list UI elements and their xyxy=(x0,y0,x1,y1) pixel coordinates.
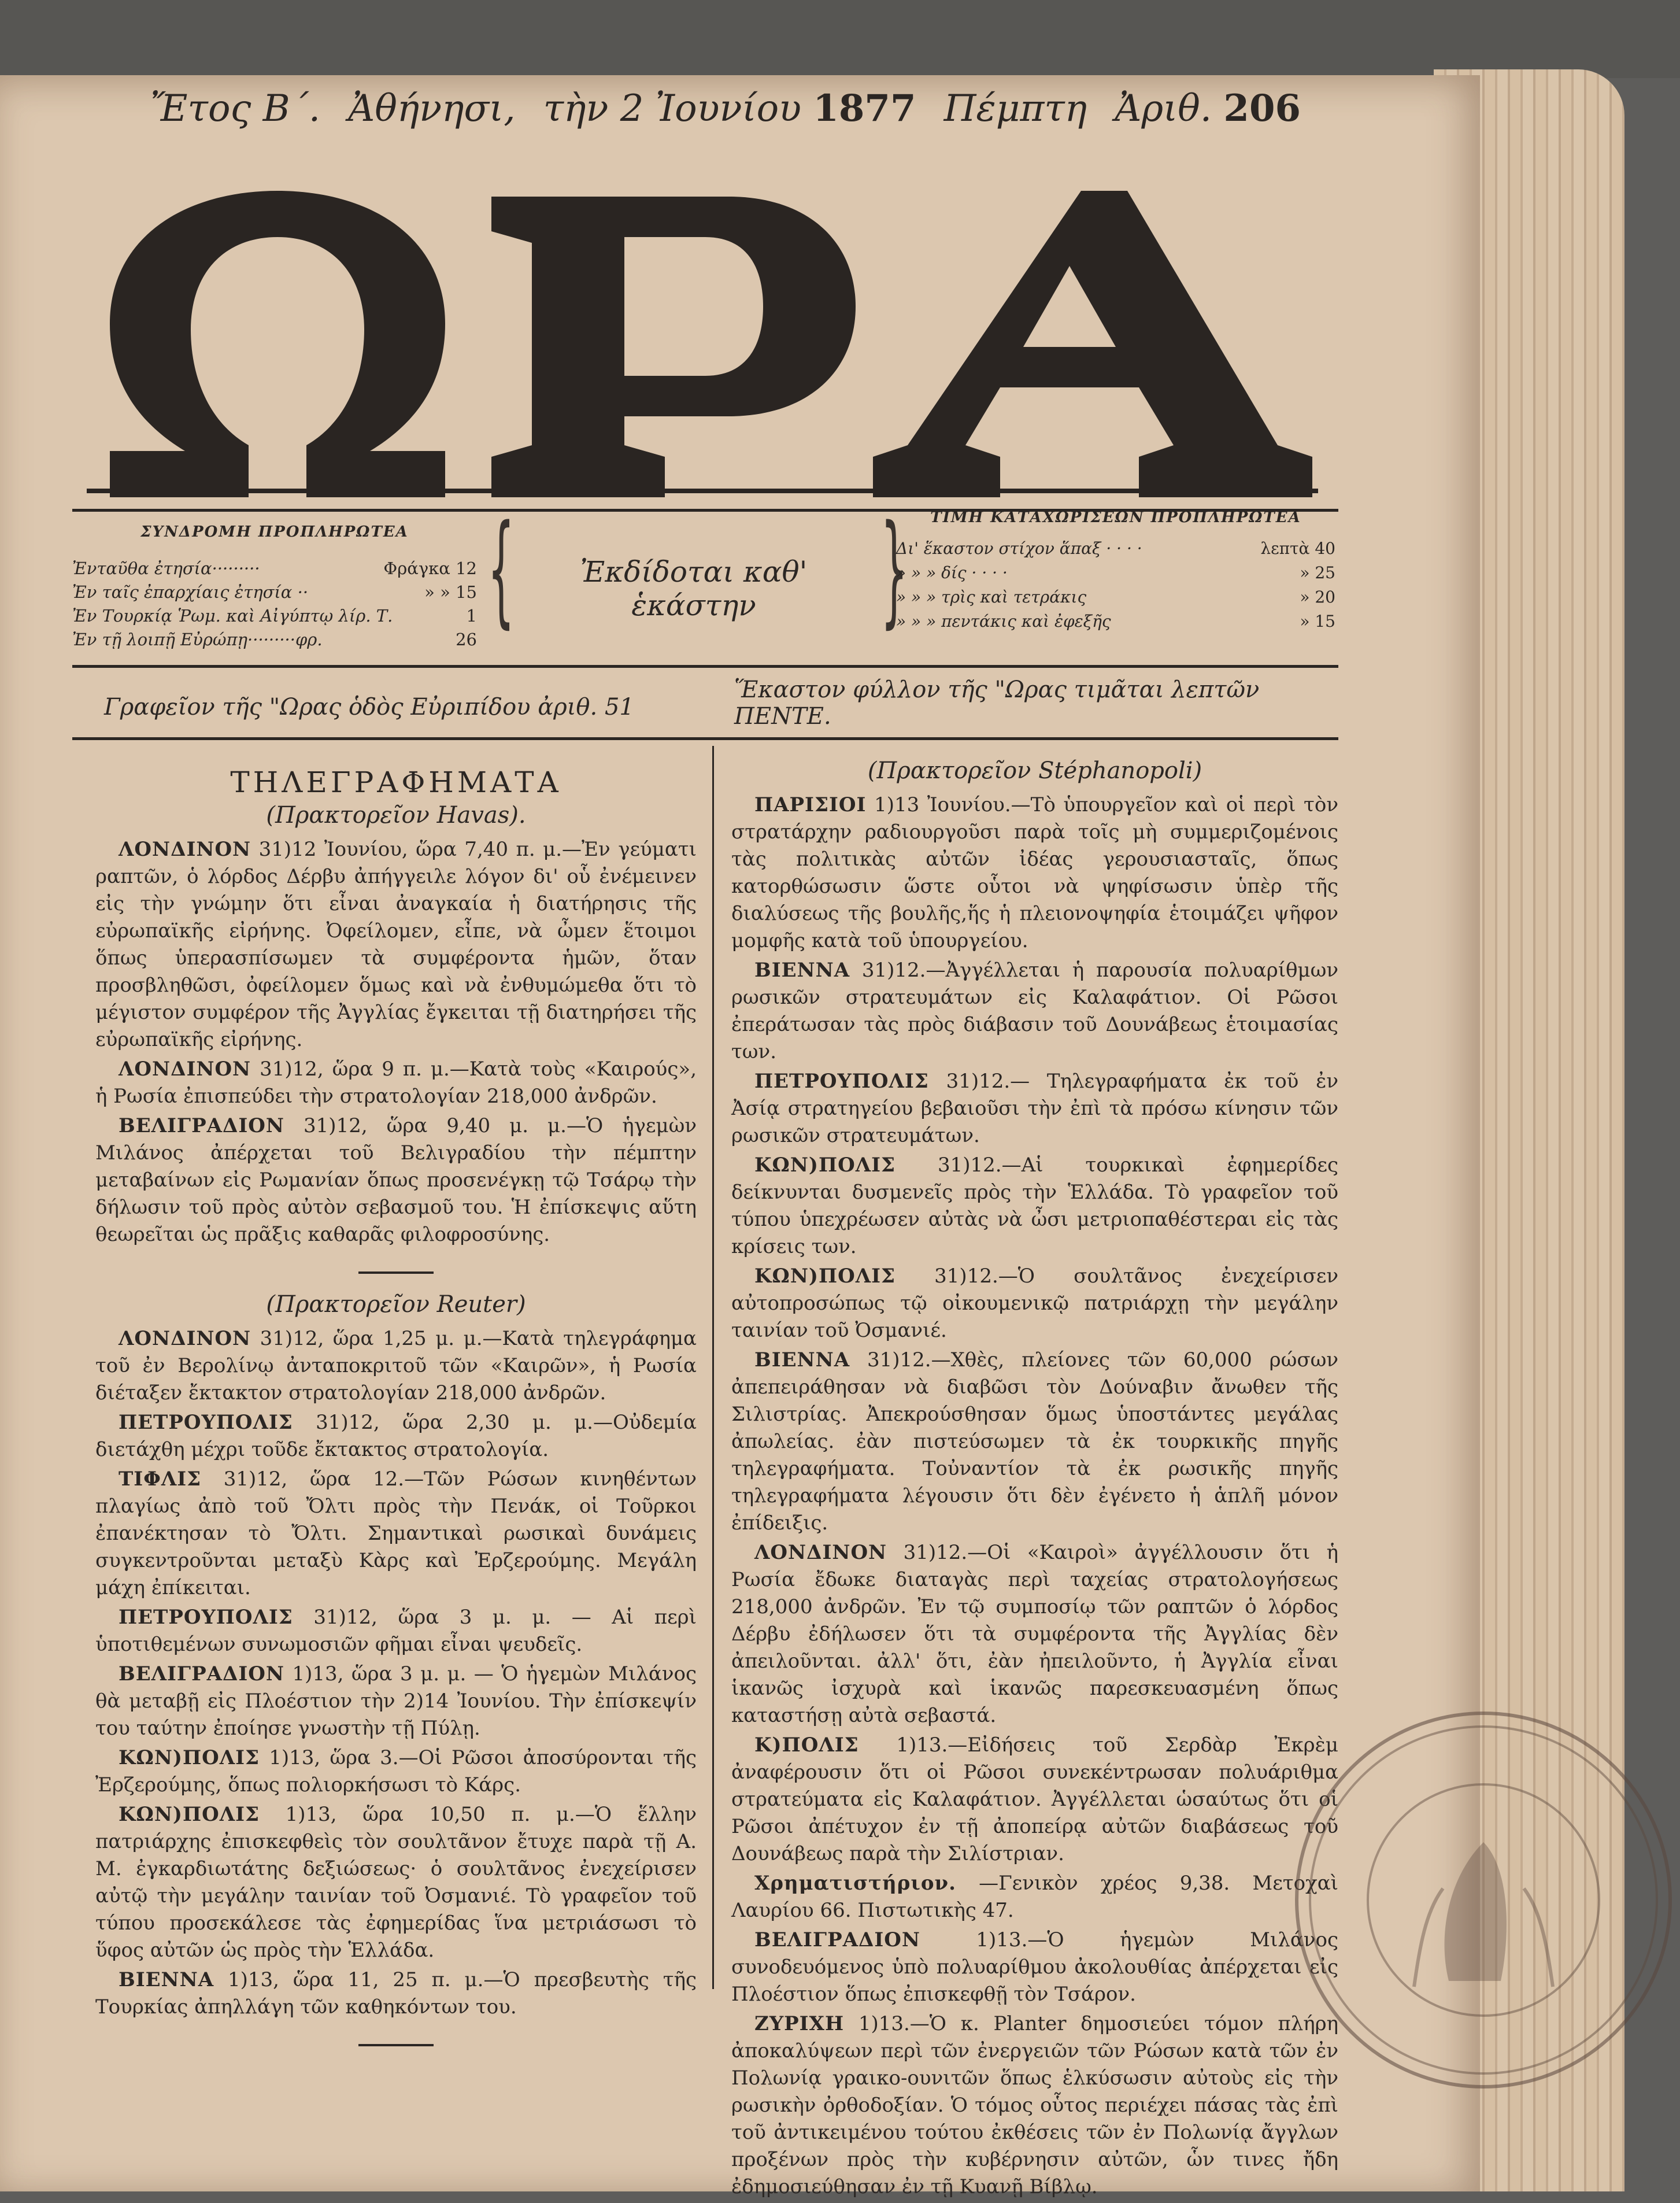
dispatch: ΚΩΝ)ΠΟΛΙΣ 1)13, ὥρα 10,50 π. μ.—Ὁ ἕλλην πατριάρχης ἐπισκεφθεὶς τὸν σουλτᾶνον ἔτυχε παρὰ τῇ Α. Μ. ἐγκαρδιωτάτης δεξιώσεως· ὁ σουλτᾶνος ἐνεχείρισεν αὐτῷ τὴν μεγάλην ταινίαν τοῦ Ὀσμανιέ. Τὸ γραφεῖον τοῦ τύπου προσεκάλεσε τὰς ἐφημερίδας ἵνα μετριάσωσι τὸ ὕφος αὐτῶν ὡς πρὸς τὴν Ἑλλάδα. xyxy=(95,1803,697,1962)
pricing-row: » » » πεντάκις καὶ ἐφεξῆς » 15 xyxy=(896,612,1335,631)
telegrams-heading: ΤΗΛΕΓΡΑΦΗΜΑΤΑ xyxy=(230,766,562,799)
dispatch: ΒΙΕΝΝΑ 31)12.—Ἀγγέλλεται ἡ παρουσία πολυαρίθμων ρωσικῶν στρατευμάτων εἰς Καλαφάτιον. Οἱ Ρῶσοι ἐπεράτωσαν τὰς πρὸς διάβασιν τοῦ Δουνάβεως ἑτοιμασίας των. xyxy=(731,959,1338,1063)
dispatch: ΚΩΝ)ΠΟΛΙΣ 31)12.—Αἱ τουρκικαὶ ἐφημερίδες δείκνυνται δυσμενεῖς πρὸς τὴν Ἑλλάδα. Τὸ γραφεῖον τοῦ τύπου ὑπεχρέωσεν αὐτὰς νὰ ὦσι μετριοπαθέστεραι εἰς τὰς κρίσεις των. xyxy=(731,1154,1338,1258)
subscription-heading: ΣΥΝΔΡΟΜΗ ΠΡΟΠΛΗΡΩΤΕΑ xyxy=(140,523,409,541)
left-column xyxy=(95,752,697,2064)
weekday: Πέμπτη xyxy=(943,87,1087,130)
dispatch: ΤΙΦΛΙΣ 31)12, ὥρα 12.—Τῶν Ρώσων κινηθέντων πλαγίως ἀπὸ τοῦ Ὄλτι πρὸς τὴν Πενάκ, οἱ Τοῦρκοι ἐπανέκτησαν τὸ Ὄλτι. Σημαντικαὶ ρωσικαὶ δυνάμεις συγκεντροῦνται μεταξὺ Κὰρς καὶ Ἐρζερούμης. Μεγάλη μάχη ἐπίκειται. xyxy=(95,1468,697,1599)
library-stamp xyxy=(1295,1712,1672,2089)
pricing-box xyxy=(896,509,1335,634)
copy-price: Ἕκαστον φύλλον τῆς "Ωρας τιμᾶται λεπτῶν ΠΕΝΤΕ. xyxy=(734,677,1260,730)
header-middle-rule xyxy=(72,665,1338,668)
dispatch: ΒΕΛΙΓΡΑΔΙΟΝ 1)13.—Ὁ ἡγεμὼν Μιλάνος συνοδευόμενος ὑπὸ πολυαρίθμου ἀκολουθίας ἀπέρχεται εἰς Πλοέστιον ὅπως ἐπισκεφθῇ τὸν Τσάρον. xyxy=(731,1928,1338,2006)
section-separator xyxy=(358,2044,434,2046)
date-text: τὴν 2 Ἰουνίου 1877 xyxy=(543,87,916,130)
agency-heading: (Πρακτορεῖον Stéphanopoli) xyxy=(867,757,1202,784)
book-binding-background xyxy=(0,0,1680,78)
subscription-row: Ἐν τῇ λοιπῇ Εὐρώπῃ·········φρ. 26 xyxy=(72,630,477,649)
header-bottom-rule xyxy=(72,737,1338,740)
subscription-row: Ἐνταῦθα ἐτησία········· Φράγκα 12 xyxy=(72,559,477,578)
right-brace-ornament: } xyxy=(880,498,908,640)
office-address: Γραφεῖον τῆς "Ωρας ὁδὸς Εὐριπίδου ἀριθ. 51 xyxy=(104,694,634,720)
subscription-box xyxy=(72,523,477,652)
dispatch: ΒΕΛΙΓΡΑΔΙΟΝ 1)13, ὥρα 3 μ. μ. — Ὁ ἡγεμὼν Μιλάνος θὰ μεταβῇ εἰς Πλοέστιον τὴν 2)14 Ἰουνίου. Τὴν ἐπίσκεψίν του ταύτην ἐποίησε γνωστὴν τῇ Πύλῃ. xyxy=(95,1662,697,1740)
dispatch: ΠΕΤΡΟΥΠΟΛΙΣ 31)12, ὥρα 2,30 μ. μ.—Οὐδεμία διετάχθη μέχρι τοῦδε ἔκτακτος στρατολογία. xyxy=(95,1411,697,1461)
issue: Ἀριθ. 206 xyxy=(1115,87,1301,130)
year-label: Ἔτος Β΄. xyxy=(150,87,321,130)
pricing-row: » » » τρὶς καὶ τετράκις » 20 xyxy=(896,587,1335,607)
dispatch: ΛΟΝΔΙΝΟΝ 31)12 Ἰουνίου, ὥρα 7,40 π. μ.—Ἐν γεύματι ραπτῶν, ὁ λόρδος Δέρβυ ἀπήγγειλε λόγον δι' οὗ ἐνέμεινεν εἰς τὴν γνώμην ὅτι εἶναι ἀναγκαία ἡ διατήρησις τῆς εὐρωπαϊκῆς εἰρήνης. Ὀφείλομεν, εἶπε, νὰ ὦμεν ἕτοιμοι ὅπως ὑπερασπίσωμεν τὰ συμφέροντα ἡμῶν, ὅταν προσβληθῶσι, ὀφείλομεν ὅμως καὶ νὰ ἐνθυμώμεθα ὅτι τὸ μέγιστον συμφέρον τῆς Ἀγγλίας ἔγκειται τῇ διατηρήσει τῆς εὐρωπαϊκῆς εἰρήνης. xyxy=(95,838,697,1051)
dispatch: ΛΟΝΔΙΝΟΝ 31)12.—Οἱ «Καιροὶ» ἀγγέλλουσιν ὅτι ἡ Ρωσία ἔδωκε διαταγὰς περὶ ταχείας στρατολογήσεως 218,000 ἀνδρῶν. Ἐν τῷ συμποσίῳ τῶν ραπτῶν ὁ λόρδος Δέρβυ ἐδήλωσεν ὅτι τὰ συμφέροντα τῆς Ἀγγλίας δὲν ἀπειλοῦνται. ἀλλ' ὅτι, ἐὰν ἠπειλοῦντο, ἡ Ἀγγλία εἶναι ἱκανῶς ἰσχυρὰ καὶ ἱκανῶς παρεσκευασμένη ὅπως καταστήσῃ αὐτὰ σεβαστά. xyxy=(731,1541,1338,1727)
pricing-row: Δι' ἕκαστον στίχον ἅπαξ · · · · λεπτὰ 40 xyxy=(896,539,1335,558)
column-divider xyxy=(712,746,714,1989)
pricing-row: » » » δίς · · · · » 25 xyxy=(896,563,1335,582)
dispatch: ΠΑΡΙΣΙΟΙ 1)13 Ἰουνίου.—Τὸ ὑπουργεῖον καὶ οἱ περὶ τὸν στρατάρχην ραδιουργοῦσι παρὰ τοῖς μὴ συμμεριζομένοις τὰς πολιτικὰς αὐτῶν ἰδέας γερουσιασταῖς, ὅπως κατορθώσωσιν ὥστε οὗτοι νὰ ψηφίσωσιν ὑπὲρ τῆς διαλύσεως τῆς βουλῆς,ἥς ἡ πλειονοψηφία ἑτοιμάζει ψῆφον μομφῆς κατὰ τοῦ ὑπουργείου. xyxy=(731,793,1338,952)
agency-heading: (Πρακτορεῖον Havas). xyxy=(266,802,526,829)
section-separator xyxy=(358,1271,434,1274)
issue-number: 206 xyxy=(1223,87,1301,130)
dispatch: ΛΟΝΔΙΝΟΝ 31)12, ὥρα 9 π. μ.—Κατὰ τοὺς «Καιρούς», ἡ Ρωσία ἐπισπεύδει τὴν στρατολογίαν 218,000 ἀνδρῶν. xyxy=(95,1058,697,1108)
dispatch: ΚΩΝ)ΠΟΛΙΣ 1)13, ὥρα 3.—Οἱ Ρῶσοι ἀποσύρονται τῆς Ἐρζερούμης, ὅπως πολιορκήσωσι τὸ Κάρς. xyxy=(95,1746,697,1797)
dispatch: ΠΕΤΡΟΥΠΟΛΙΣ 31)12, ὥρα 3 μ. μ. — Αἱ περὶ ὑποτιθεμένων συνωμοσιῶν φῆμαι εἶναι ψευδεῖς. xyxy=(95,1606,697,1656)
dispatch: Χρηματιστήριον. —Γενικὸν χρέος 9,38. Μετοχαὶ Λαυρίου 66. Πιστωτικὴς 47. xyxy=(731,1872,1338,1922)
dispatch: Κ)ΠΟΛΙΣ 1)13.—Εἰδήσεις τοῦ Σερδὰρ Ἐκρὲμ ἀναφέρουσιν ὅτι οἱ Ρῶσοι συνεκέντρωσαν πολυάριθμα στρατεύματα εἰς Καλαφάτιον. Ἀγγέλλεται ὡσαύτως ὅτι οἱ Ρῶσοι ἀπέτυχον ἐν τῇ ἀποπείρᾳ αὐτῶν διαβάσεως τοῦ Δουνάβεως παρὰ τὴν Σιλίστριαν. xyxy=(731,1733,1338,1865)
dispatch: ΛΟΝΔΙΝΟΝ 31)12, ὥρα 1,25 μ. μ.—Κατὰ τηλεγράφημα τοῦ ἐν Βερολίνῳ ἀνταποκριτοῦ τῶν «Καιρῶν», ἡ Ρωσία διέταξεν ἔκτακτον στρατολογίαν 218,000 ἀνδρῶν. xyxy=(95,1327,697,1404)
dispatch: ΒΕΛΙΓΡΑΔΙΟΝ 31)12, ὥρα 9,40 μ. μ.—Ὁ ἡγεμὼν Μιλάνος ἀπέρχεται τοῦ Βελιγραδίου τὴν πέμπτην μεταβαίνων εἰς Ρωμανίαν ὅπως προσενέγκῃ τῷ Τσάρῳ τὴν δήλωσιν τοῦ πρὸς αὐτὸν σεβασμοῦ του. Ἡ ἐπίσκεψις αὕτη θεωρεῖται ὡς πρᾶξις καθαρᾶς φιλοφροσύνης. xyxy=(95,1114,697,1246)
dispatch: ΒΙΕΝΝΑ 31)12.—Χθὲς, πλείονες τῶν 60,000 ρώσων ἀπεπειράθησαν νὰ διαβῶσι τὸν Δούναβιν ἄνωθεν τῆς Σιλιστρίας. Ἀπεκρούσθησαν ὅμως ὑποστάντες μεγάλας ἀπωλείας. ἐὰν πιστεύσωμεν τὰ ἐκ τουρκικῆς πηγῆς τηλεγραφήματα. Τοὐναντίον τὰ ἐκ ρωσικῆς πηγῆς τηλεγραφήματα λέγουσιν ὅτι δὲν ἐγένετο ἡ ἁπλῆ μόνον ἐπίδειξις. xyxy=(731,1348,1338,1535)
dispatch: ΒΙΕΝΝΑ 1)13, ὥρα 11, 25 π. μ.—Ὁ πρεσβευτὴς τῆς Τουρκίας ἀπηλλάγη τῶν καθηκόντων του. xyxy=(95,1968,697,2019)
right-column xyxy=(731,752,1338,2203)
masthead-title xyxy=(87,173,1318,497)
dateline xyxy=(150,87,1301,130)
place: Ἀθήνησι, xyxy=(348,87,516,130)
subscription-row: Ἐν ταῖς ἐπαρχίαις ἐτησία ·· » » 15 xyxy=(72,582,477,602)
year: 1877 xyxy=(813,87,916,130)
dispatch: ΠΕΤΡΟΥΠΟΛΙΣ 31)12.— Τηλεγραφήματα ἐκ τοῦ ἐν Ἀσίᾳ στρατηγείου βεβαιοῦσι τὴν ἐπὶ τὰ πρόσω κίνησιν τῶν ρωσικῶν στρατευμάτων. xyxy=(731,1070,1338,1147)
agency-heading: (Πρακτορεῖον Reuter) xyxy=(266,1291,526,1318)
subscription-row: Ἐν Τουρκίᾳ Ῥωμ. καὶ Αἰγύπτῳ λίρ. Τ. 1 xyxy=(72,606,477,626)
left-brace-ornament: { xyxy=(487,498,515,640)
daily-notice: Ἐκδίδοται καθ' ἑκάστην xyxy=(580,555,808,622)
dispatch: ΖΥΡΙΧΗ 1)13.—Ὁ κ. Planter δημοσιεύει τόμον πλήρη ἀποκαλύψεων περὶ τῶν ἐνεργειῶν τῶν Ρώσων κατὰ τῶν ἐν Πολωνίᾳ γραικο-ουνιτῶν ὅπως ἑλκύσωσιν αὐτοὺς εἰς τὴν ρωσικὴν ὀρθοδοξίαν. Ὁ τόμος οὗτος περιέχει πάσας τὰς ἐπὶ τοῦ ἀντικειμένου τούτου ἐκθέσεις τῶν ἐν Πολωνίᾳ ἄγγλων προξένων πρὸς τὴν κυβέρνησιν αὐτῶν, ὧν τινες ἤδη ἐδημοσιεύθησαν ἐν τῇ Κυανῇ Βίβλῳ. xyxy=(731,2012,1338,2198)
pricing-heading: ΤΙΜΗ ΚΑΤΑΧΩΡΙΣΕΩΝ ΠΡΟΠΛΗΡΩΤΕΑ xyxy=(930,509,1301,526)
dispatch: ΚΩΝ)ΠΟΛΙΣ 31)12.—Ὁ σουλτᾶνος ἐνεχείρισεν αὐτοπροσώπως τῷ οἰκουμενικῷ πατριάρχῃ τὴν μεγάλην ταινίαν τοῦ Ὀσμανιέ. xyxy=(731,1265,1338,1342)
